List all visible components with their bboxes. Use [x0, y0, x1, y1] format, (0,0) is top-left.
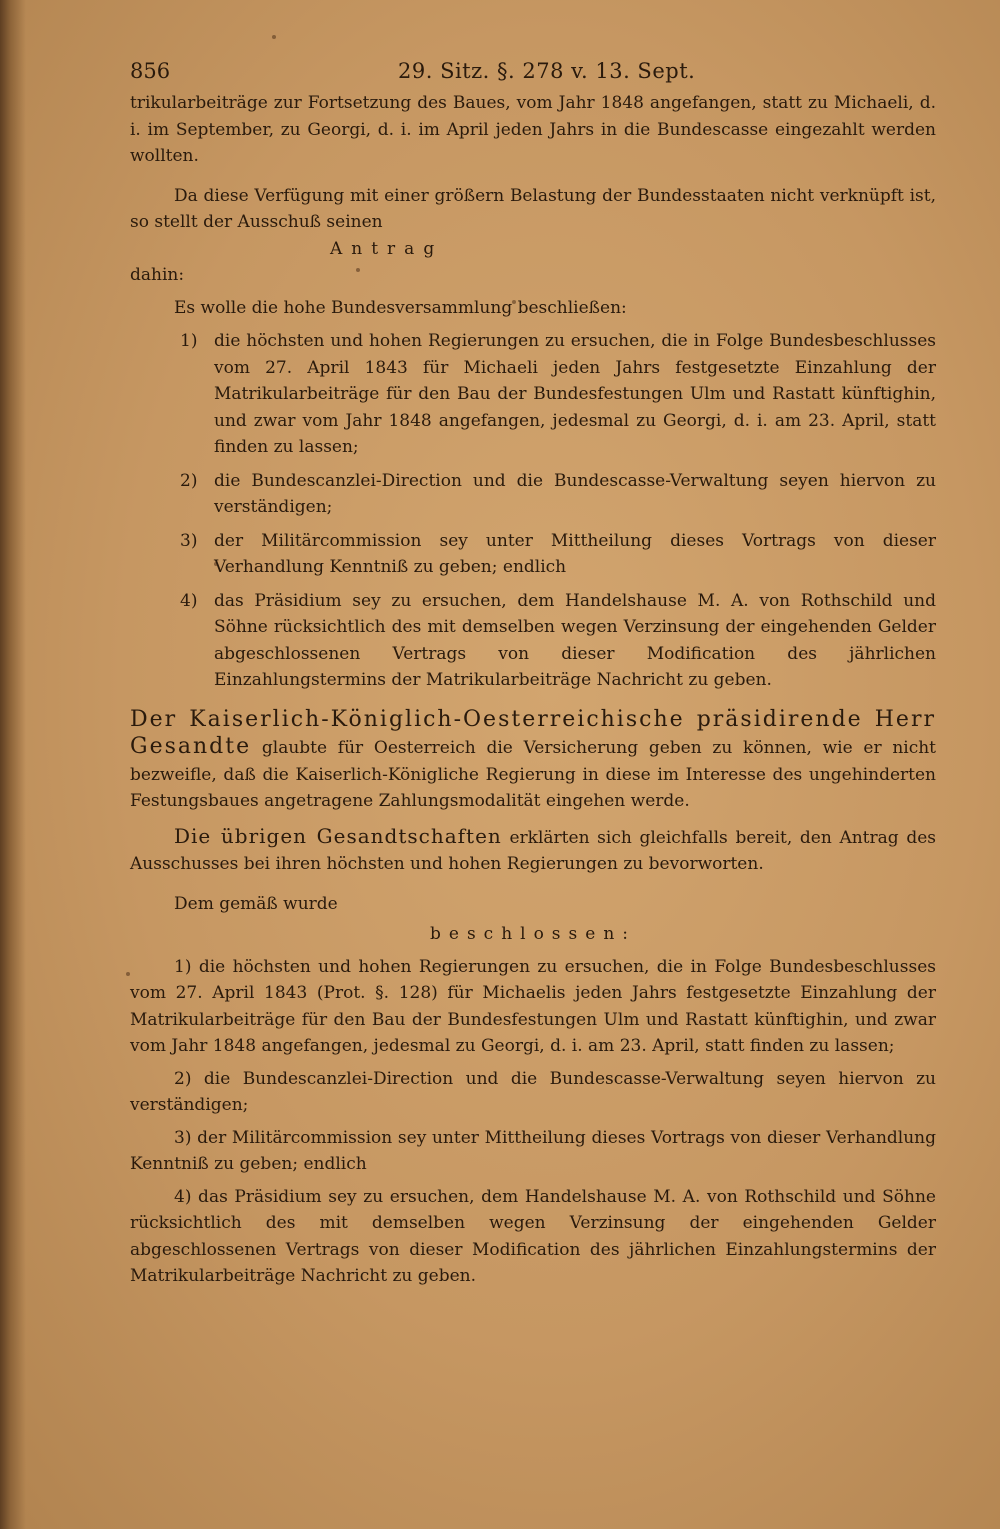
page-number: 856 — [130, 59, 171, 83]
list-item: 4) das Präsidium sey zu ersuchen, dem Handelshause M. A. von Rothschild und Söhne rücksichtlich des mit demselben wegen Verzinsung der eingehenden Gelder abgeschlossenen Vertrags von dieser Modification des jährlichen Einzahlungstermins der Matrikularbeiträge Nachricht zu geben. — [180, 590, 936, 690]
list-item: 1) die höchsten und hohen Regierungen zu ersuchen, die in Folge Bundesbeschlusses vom 27. April 1843 für Michaeli jeden Jahrs festgesetzte Einzahlung der Matrikularbeiträge für den Bau der Bundesfestungen Ulm und Rastatt künftighin, und zwar vom Jahr 1848 angefangen, jedesmal zu Georgi, d. i. am 23. April, statt finden zu lassen; — [180, 331, 936, 457]
decision-intro: Dem gemäß wurde — [174, 893, 338, 914]
decision-heading: beschlossen: — [430, 924, 636, 944]
foxing-spot — [272, 35, 276, 39]
list-item: 4) das Präsidium sey zu ersuchen, dem Handelshause M. A. von Rothschild und Söhne rücksichtlich des mit demselben wegen Verzinsung der eingehenden Gelder abgeschlossenen Vertrags von dieser Modification des jährlichen Einzahlungstermins der Matrikularbeiträge Nachricht zu geben. — [130, 1186, 936, 1286]
list-item: 3) der Militärcommission sey unter Mittheilung dieses Vortrags von dieser Verhandlung Kenntniß zu geben; endlich — [130, 1127, 936, 1174]
antrag-list — [130, 328, 936, 694]
antrag-heading: Antrag — [330, 238, 444, 259]
list-item: 3) der Militärcommission sey unter Mittheilung dieses Vortrags von dieser Verhandlung Kenntniß zu geben; endlich — [180, 530, 936, 577]
page-content — [130, 50, 936, 1290]
binding-gutter — [0, 0, 26, 1529]
speaker-austria: Der Kaiserlich-Königlich-Oesterreichische präsidirende Herr Gesandte — [130, 706, 936, 759]
running-title: 29. Sitz. §. 278 v. 13. Sept. — [398, 59, 696, 83]
speaker-others: Die übrigen Gesandtschaften — [174, 823, 502, 848]
dahin-label: dahin: — [130, 265, 185, 285]
list-item: 1) die höchsten und hohen Regierungen zu ersuchen, die in Folge Bundesbeschlusses vom 27. April 1843 (Prot. §. 128) für Michaelis jeden Jahrs festgesetzte Einzahlung der Matrikularbeiträge für den Bau der Bundesfestungen Ulm und Rastatt künftighin, und zwar vom Jahr 1848 angefangen, jedesmal zu Georgi, d. i. am 23. April, statt finden zu lassen; — [130, 956, 936, 1056]
statement-others: Die übrigen Gesandtschaften erklärten sich gleichfalls bereit, den Antrag des Ausschusses bei ihren höchsten und hohen Regierungen zu bevorworten. — [130, 823, 936, 874]
decision-list — [130, 954, 936, 1290]
resolution-intro: Es wolle die hohe Bundesversammlung beschließen: — [174, 297, 627, 318]
list-item: 2) die Bundescanzlei-Direction und die Bundescasse-Verwaltung seyen hiervon zu verständigen; — [180, 470, 936, 517]
paragraph-proposal-intro: Da diese Verfügung mit einer größern Belastung der Bundesstaaten nicht verknüpft ist, so stellt der Ausschuß seinen — [130, 185, 936, 232]
paragraph-continuation: trikularbeiträge zur Fortsetzung des Baues, vom Jahr 1848 angefangen, statt zu Michaeli, d. i. im September, zu Georgi, d. i. im April jeden Jahrs in die Bundescasse eingezahlt werden wollten. — [130, 93, 936, 166]
statement-austria: Der Kaiserlich-Königlich-Oesterreichische präsidirende Herr Gesandte glaubte für Oesterreich die Versicherung geben zu können, wie er nicht bezweifle, daß die Kaiserlich-Königliche Regierung in diese im Interesse des ungehinderten Festungsbaues angetragene Zahlungsmodalität eingehen werde. — [130, 706, 937, 811]
list-item: 2) die Bundescanzlei-Direction und die Bundescasse-Verwaltung seyen hiervon zu verständigen; — [130, 1068, 936, 1115]
page-header — [130, 50, 936, 90]
